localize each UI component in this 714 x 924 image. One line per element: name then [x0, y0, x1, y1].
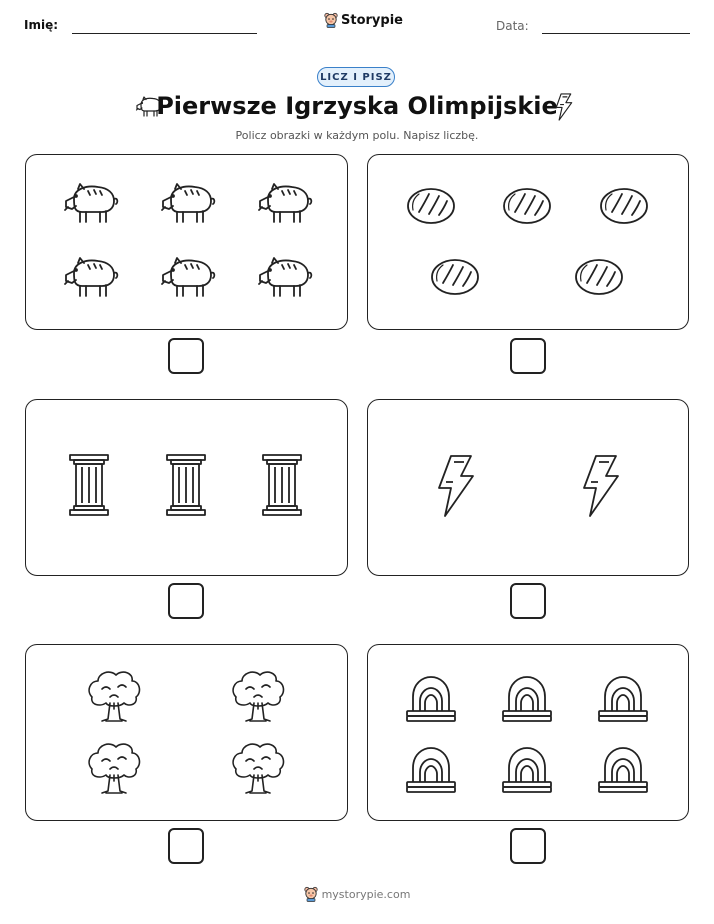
brand-logo — [324, 12, 403, 28]
answer-box-columns[interactable] — [168, 583, 204, 619]
footer-link[interactable]: mystorypie.com — [321, 887, 411, 901]
lightning-bolt-icon — [439, 456, 473, 516]
bear-mascot-icon — [304, 886, 318, 902]
counting-panel-lightning — [367, 399, 689, 576]
boar-icon — [162, 184, 214, 222]
answer-box-boars[interactable] — [168, 338, 204, 374]
boar-icon — [65, 258, 117, 296]
column-icon — [70, 455, 108, 515]
footer — [0, 886, 714, 902]
column-icon — [263, 455, 301, 515]
page-title: Pierwsze Igrzyska Olimpijskie — [156, 92, 558, 120]
answer-box-ovens[interactable] — [510, 828, 546, 864]
oven-icon — [599, 677, 647, 721]
boar-icon — [162, 258, 214, 296]
lightning-bolt-icon — [584, 456, 618, 516]
oven-icon — [503, 748, 551, 792]
oven-icon — [599, 748, 647, 792]
counting-panel-ovens — [367, 644, 689, 821]
name-label: Imię: — [24, 18, 59, 32]
bread-icon — [576, 260, 622, 294]
olive-tree-icon — [89, 672, 139, 721]
bread-icon — [601, 189, 647, 223]
name-field[interactable] — [72, 33, 257, 34]
lightning-bolt-icon — [553, 93, 573, 121]
counting-panel-bread — [367, 154, 689, 330]
counting-panel-boars — [25, 154, 348, 330]
answer-box-trees[interactable] — [168, 828, 204, 864]
answer-box-bread[interactable] — [510, 338, 546, 374]
oven-icon — [407, 748, 455, 792]
column-icon — [167, 455, 205, 515]
olive-tree-icon — [233, 744, 283, 793]
counting-panel-trees — [25, 644, 348, 821]
bread-icon — [504, 189, 550, 223]
instructions-text: Policz obrazki w każdym polu. Napisz liczbę. — [235, 129, 479, 142]
activity-badge: LICZ I PISZ — [317, 67, 395, 87]
olive-tree-icon — [89, 744, 139, 793]
oven-icon — [407, 677, 455, 721]
boar-icon — [65, 184, 117, 222]
answer-box-lightning[interactable] — [510, 583, 546, 619]
bear-mascot-icon — [324, 12, 338, 28]
bread-icon — [432, 260, 478, 294]
counting-panel-columns — [25, 399, 348, 576]
date-label: Data: — [496, 19, 529, 33]
bread-icon — [408, 189, 454, 223]
olive-tree-icon — [233, 672, 283, 721]
oven-icon — [503, 677, 551, 721]
boar-icon — [259, 184, 311, 222]
boar-icon — [259, 258, 311, 296]
brand-name: Storypie — [341, 12, 403, 28]
date-field[interactable] — [542, 33, 690, 34]
